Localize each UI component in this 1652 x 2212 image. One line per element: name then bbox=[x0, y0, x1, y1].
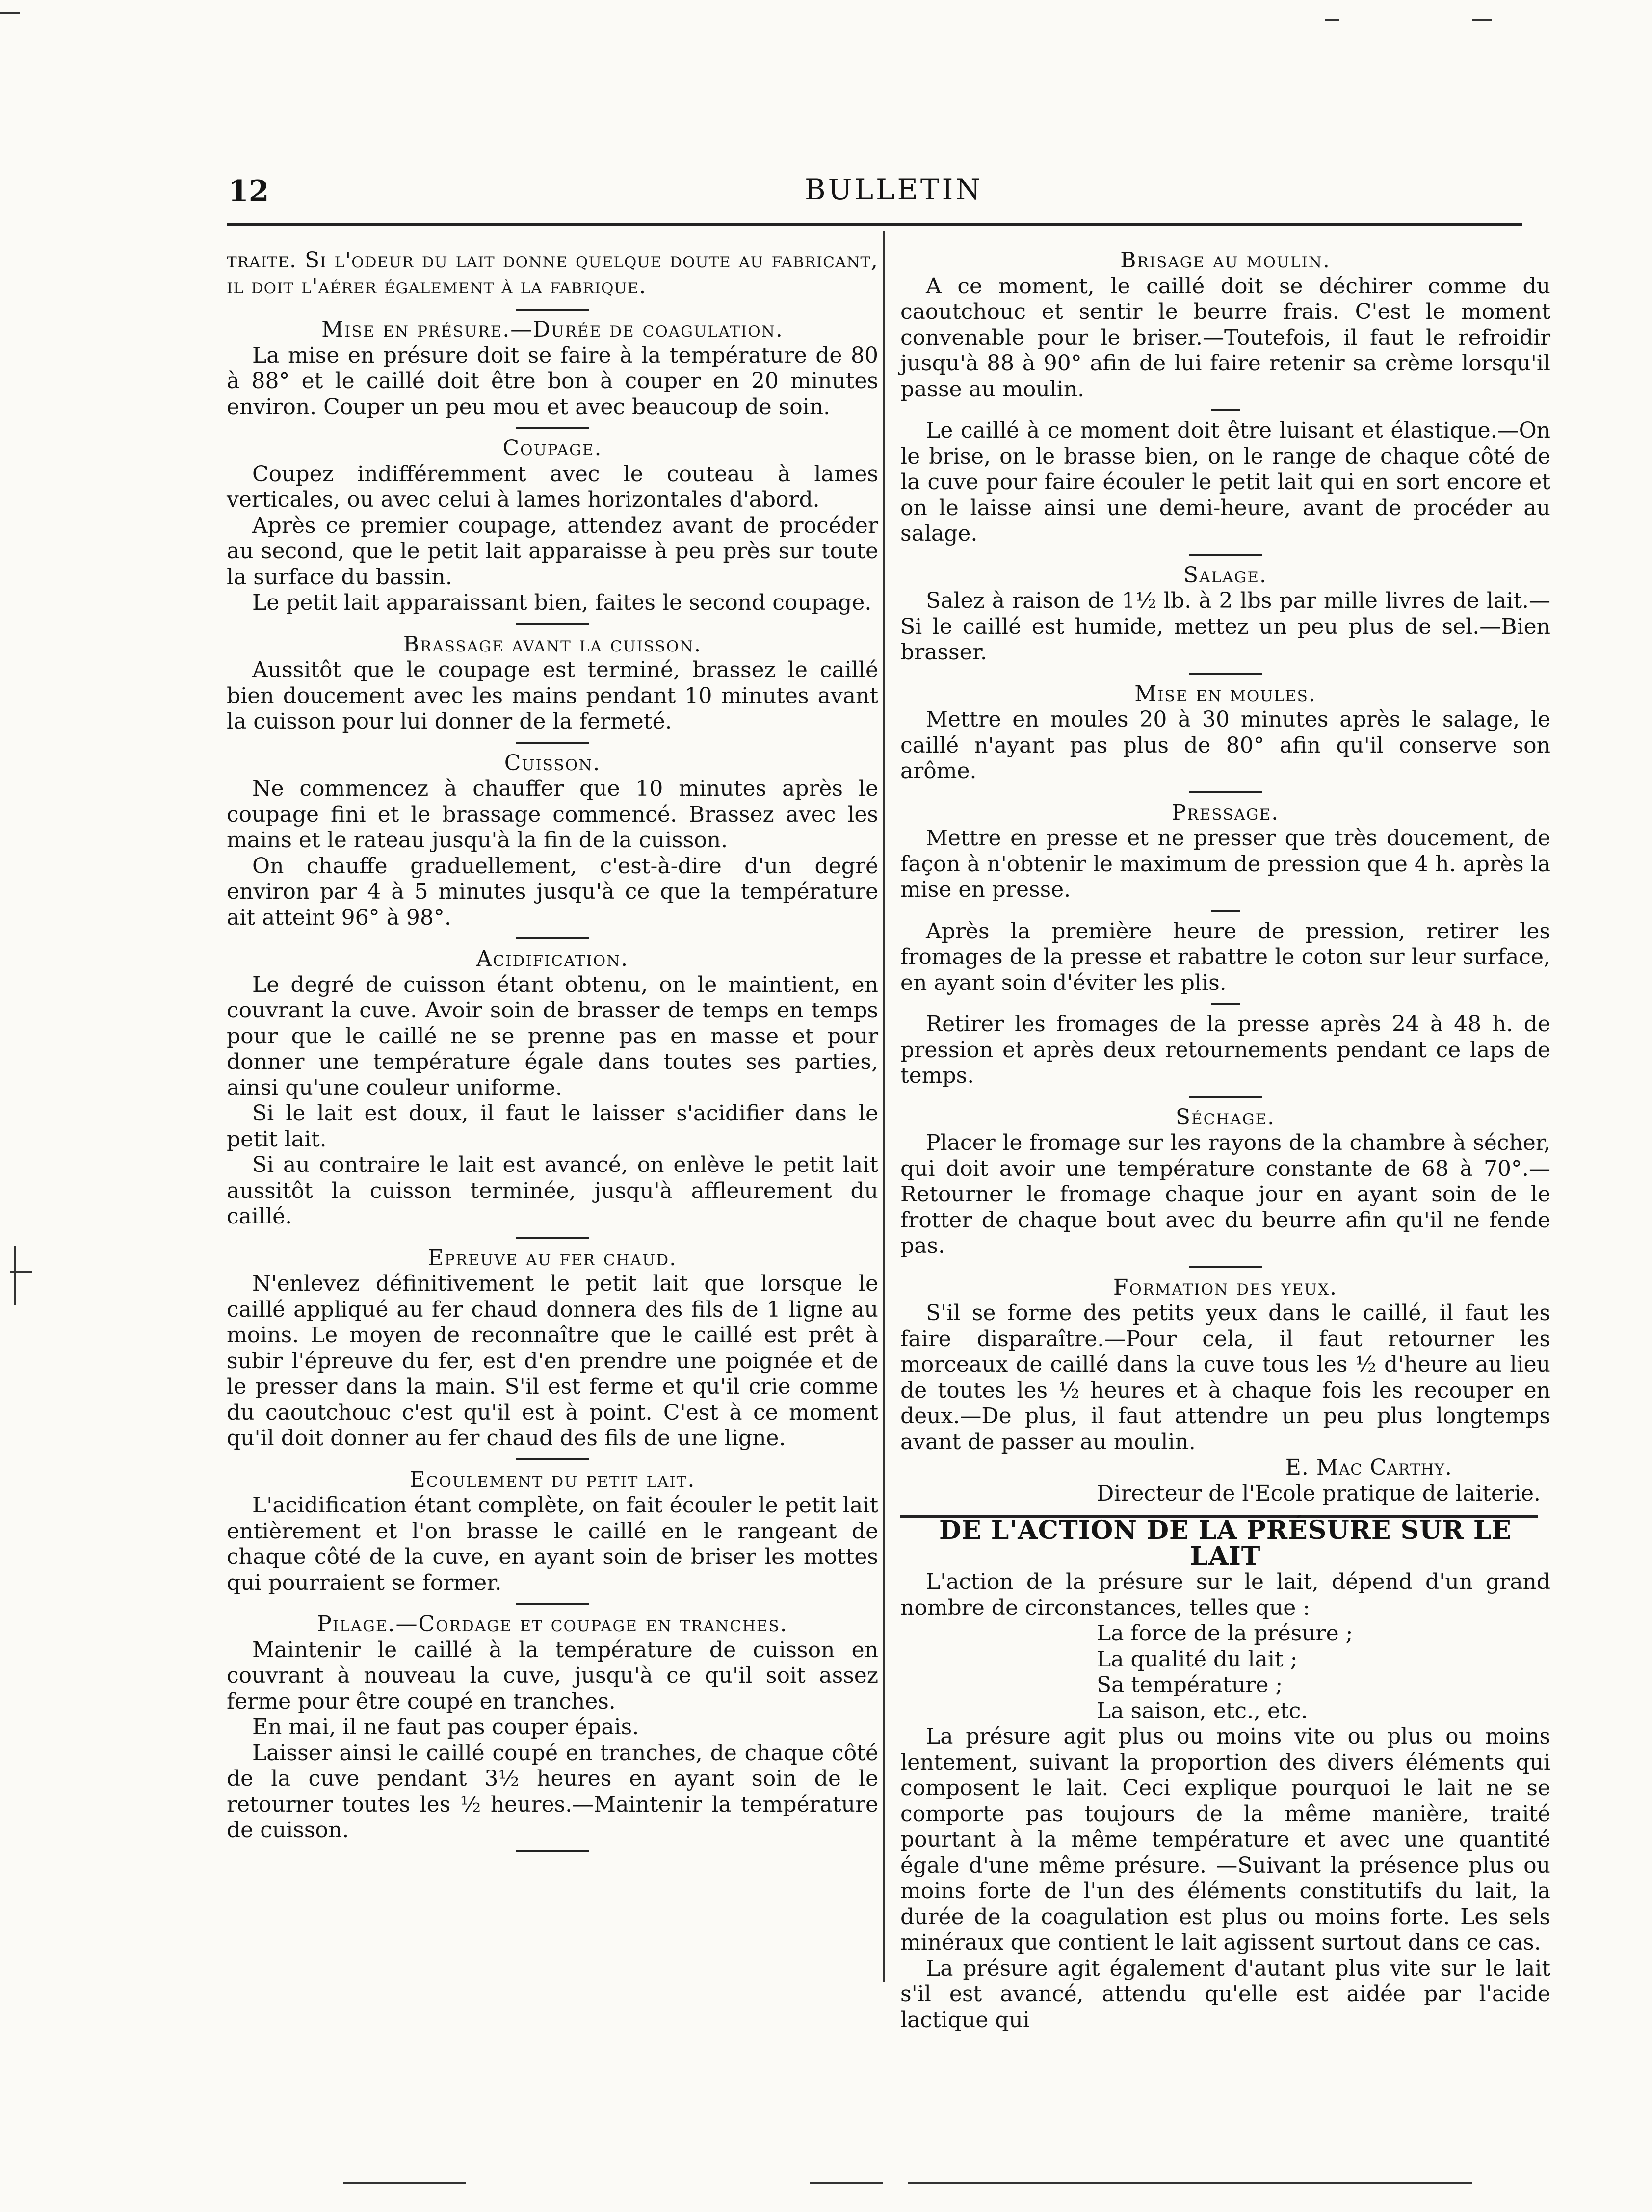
section-rule bbox=[1211, 910, 1240, 912]
paragraph: N'enlevez définitivement le petit lait que lorsque le caillé appliqué au fer chaud donnera des fils de 1 ligne au moins. Le moyen de reconnaître que le caillé est prêt à subir l'épreuve du fer, est d'en prendre une poignée et de le presser dans la main. S'il est ferme et qu'il crie comme du caoutchouc c'est qu'il est à point. C'est à ce moment qu'il doit donner au fer chaud des fils de une ligne. bbox=[227, 1271, 878, 1451]
bottom-rule bbox=[343, 2182, 466, 2184]
scan-mark bbox=[1472, 19, 1492, 21]
paragraph: La présure agit plus ou moins vite ou plus ou moins lentement, suivant la proportion des divers éléments qui composent le lait. Ceci explique pourquoi le lait ne se comporte pas toujours de la même manière, traité pourtant à la même température et avec une quantité égale d'une même présure. —Suivant la présence plus ou moins forte de l'un des éléments constitutifs du lait, la durée de la coagulation est plus ou moins forte. Les sels minéraux que contient le lait agissent surtout dans ce cas. bbox=[900, 1724, 1550, 1955]
section-heading: Mise en moules. bbox=[1134, 681, 1316, 706]
section-rule bbox=[516, 1458, 589, 1460]
paragraph: On chauffe graduellement, c'est-à-dire d'un degré environ par 4 à 5 minutes jusqu'à ce que la température ait atteint 96° à 98°. bbox=[227, 853, 878, 930]
paragraph: Si au contraire le lait est avancé, on enlève le petit lait aussitôt la cuisson terminée, jusqu'à affleurement du caillé. bbox=[227, 1152, 878, 1229]
list-item: La qualité du lait ; bbox=[1097, 1646, 1298, 1672]
paragraph: Après ce premier coupage, attendez avant de procéder au second, que le petit lait apparaisse à peu près sur toute la surface du bassin. bbox=[227, 513, 878, 590]
section-heading: Cuisson. bbox=[504, 750, 601, 776]
section-rule bbox=[1189, 673, 1262, 675]
list-item: La saison, etc., etc. bbox=[1097, 1698, 1308, 1723]
section-heading: Acidification. bbox=[476, 946, 629, 971]
column-divider bbox=[883, 231, 885, 1982]
paragraph: Placer le fromage sur les rayons de la chambre à sécher, qui doit avoir une température constante de 68 à 70°.—Retourner le fromage chaque jour en ayant soin de le frotter de chaque bout avec du beurre afin qu'il ne fende pas. bbox=[900, 1130, 1550, 1258]
paragraph: L'acidification étant complète, on fait écouler le petit lait entièrement et l'on brasse le caillé en le rangeant de chaque côté de la cuve, en ayant soin de briser les mottes qui pourraient se former. bbox=[227, 1493, 878, 1595]
paragraph: Salez à raison de 1½ lb. à 2 lbs par mille livres de lait.—Si le caillé est humide, mettez un peu plus de sel.—Bien brasser. bbox=[900, 588, 1550, 665]
paragraph: Maintenir le caillé à la température de cuisson en couvrant à nouveau la cuve, jusqu'à ce qu'il soit assez ferme pour être coupé en tranches. bbox=[227, 1637, 878, 1714]
scan-mark bbox=[10, 1271, 32, 1273]
section-heading: Coupage. bbox=[502, 436, 603, 461]
section-heading: Mise en présure.—Durée de coagulation. bbox=[321, 317, 784, 342]
section-rule bbox=[516, 623, 589, 625]
section-rule bbox=[516, 309, 589, 311]
section-heading: Pressage. bbox=[1171, 800, 1280, 825]
paragraph: Mettre en presse et ne presser que très doucement, de façon à n'obtenir le maximum de pression que 4 h. après la mise en presse. bbox=[900, 826, 1550, 902]
section-heading: Ecoulement du petit lait. bbox=[409, 1467, 696, 1492]
list-item: La force de la présure ; bbox=[1097, 1621, 1353, 1646]
section-heading: Séchage. bbox=[1175, 1104, 1276, 1130]
paragraph: Laisser ainsi le caillé coupé en tranches, de chaque côté de la cuve pendant 3½ heures en ayant soin de le retourner toutes les ½ heures.—Maintenir la température de cuisson. bbox=[227, 1740, 878, 1843]
section-heading: Brassage avant la cuisson. bbox=[403, 631, 702, 657]
signature-name: E. Mac Carthy. bbox=[1285, 1455, 1452, 1480]
paragraph: S'il se forme des petits yeux dans le caillé, il faut les faire disparaître.—Pour cela, il faut retourner les morceaux de caillé dans la cuve tous les ½ d'heure au lieu de toutes les ½ heures et à chaque fois les recouper en deux.—De plus, il faut attendre un peu plus longtemps avant de passer au moulin. bbox=[900, 1301, 1550, 1455]
section-rule bbox=[516, 1237, 589, 1239]
paragraph: Après la première heure de pression, retirer les fromages de la presse et rabattre le coton sur leur surface, en ayant soin d'éviter les plis. bbox=[900, 918, 1550, 995]
section-rule bbox=[1189, 1096, 1262, 1098]
page-number: 12 bbox=[228, 174, 269, 208]
paragraph: L'action de la présure sur le lait, dépend d'un grand nombre de circonstances, telles que : bbox=[900, 1569, 1550, 1620]
scan-mark bbox=[0, 12, 20, 14]
paragraph: Si le lait est doux, il faut le laisser s'acidifier dans le petit lait. bbox=[227, 1101, 878, 1152]
right-column bbox=[900, 248, 1550, 2033]
signature-title: Directeur de l'Ecole pratique de laiterie. bbox=[1097, 1481, 1541, 1506]
paragraph: Le petit lait apparaissant bien, faites le second coupage. bbox=[252, 590, 872, 615]
section-rule bbox=[516, 742, 589, 744]
section-rule bbox=[1189, 791, 1262, 793]
paragraph: Coupez indifféremment avec le couteau à lames verticales, ou avec celui à lames horizontales d'abord. bbox=[227, 461, 878, 512]
header-rule bbox=[227, 223, 1522, 226]
paragraph: Mettre en moules 20 à 30 minutes après le salage, le caillé n'ayant pas plus de 80° afin qu'il conserve son arôme. bbox=[900, 707, 1550, 783]
running-head: BULLETIN bbox=[805, 173, 983, 206]
paragraph: En mai, il ne faut pas couper épais. bbox=[252, 1715, 639, 1740]
bottom-rule bbox=[908, 2182, 1472, 2184]
section-heading: Formation des yeux. bbox=[1113, 1275, 1338, 1300]
section-rule bbox=[1211, 409, 1240, 411]
paragraph: A ce moment, le caillé doit se déchirer comme du caoutchouc et sentir le beurre frais. C'est le moment convenable pour le briser.—Toutefois, il faut le refroidir jusqu'à 88 à 90° afin de lui faire retenir sa crème lorsqu'il passe au moulin. bbox=[900, 273, 1550, 402]
section-heading: Salage. bbox=[1183, 562, 1267, 588]
section-rule bbox=[516, 1850, 589, 1852]
section-rule bbox=[1211, 1003, 1240, 1005]
paragraph: Le caillé à ce moment doit être luisant et élastique.—On le brise, on le brasse bien, on le range de chaque côté de la cuve pour faire écouler le petit lait qui en sort encore et on le laisse ainsi une demi-heure, avant de procéder au salage. bbox=[900, 418, 1550, 546]
section-rule bbox=[516, 427, 589, 429]
section-heading: Brisage au moulin. bbox=[1120, 248, 1331, 273]
paragraph: Aussitôt que le coupage est terminé, brassez le caillé bien doucement avec les mains pendant 10 minutes avant la cuisson pour lui donner de la fermeté. bbox=[227, 657, 878, 734]
paragraph: La mise en présure doit se faire à la température de 80 à 88° et le caillé doit être bon à couper en 20 minutes environ. Couper un peu mou et avec beaucoup de soin. bbox=[227, 342, 878, 419]
bottom-rule bbox=[810, 2182, 883, 2184]
paragraph: La présure agit également d'autant plus vite sur le lait s'il est avancé, attendu qu'elle est aidée par l'acide lactique qui bbox=[900, 1955, 1550, 2032]
section-rule bbox=[516, 937, 589, 939]
scan-mark bbox=[1325, 19, 1339, 21]
section-heading: Epreuve au fer chaud. bbox=[427, 1245, 678, 1271]
list-item: Sa température ; bbox=[1097, 1672, 1283, 1697]
scan-mark bbox=[14, 1246, 16, 1305]
paragraph: Retirer les fromages de la presse après 24 à 48 h. de pression et après deux retournements pendant ce laps de temps. bbox=[900, 1012, 1550, 1088]
paragraph: traite. Si l'odeur du lait donne quelque doute au fabricant, il doit l'aérer également à la fabrique. bbox=[227, 248, 878, 299]
paragraph: Le degré de cuisson étant obtenu, on le maintient, en couvrant la cuve. Avoir soin de brasser de temps en temps pour que le caillé ne se prenne pas en masse et pour donner une température égale dans toutes ses parties, ainsi qu'une couleur uniforme. bbox=[227, 972, 878, 1100]
paragraph: Ne commencez à chauffer que 10 minutes après le coupage fini et le brassage commencé. Brassez avec les mains et le rateau jusqu'à la fin de la cuisson. bbox=[227, 776, 878, 853]
section-rule bbox=[516, 1603, 589, 1605]
section-rule bbox=[1189, 554, 1262, 556]
left-column bbox=[227, 248, 878, 1859]
section-rule bbox=[1189, 1266, 1262, 1268]
section-heading: Pilage.—Cordage et coupage en tranches. bbox=[317, 1612, 788, 1637]
article-title: DE L'ACTION DE LA PRÉSURE SUR LE LAIT bbox=[939, 1515, 1512, 1571]
